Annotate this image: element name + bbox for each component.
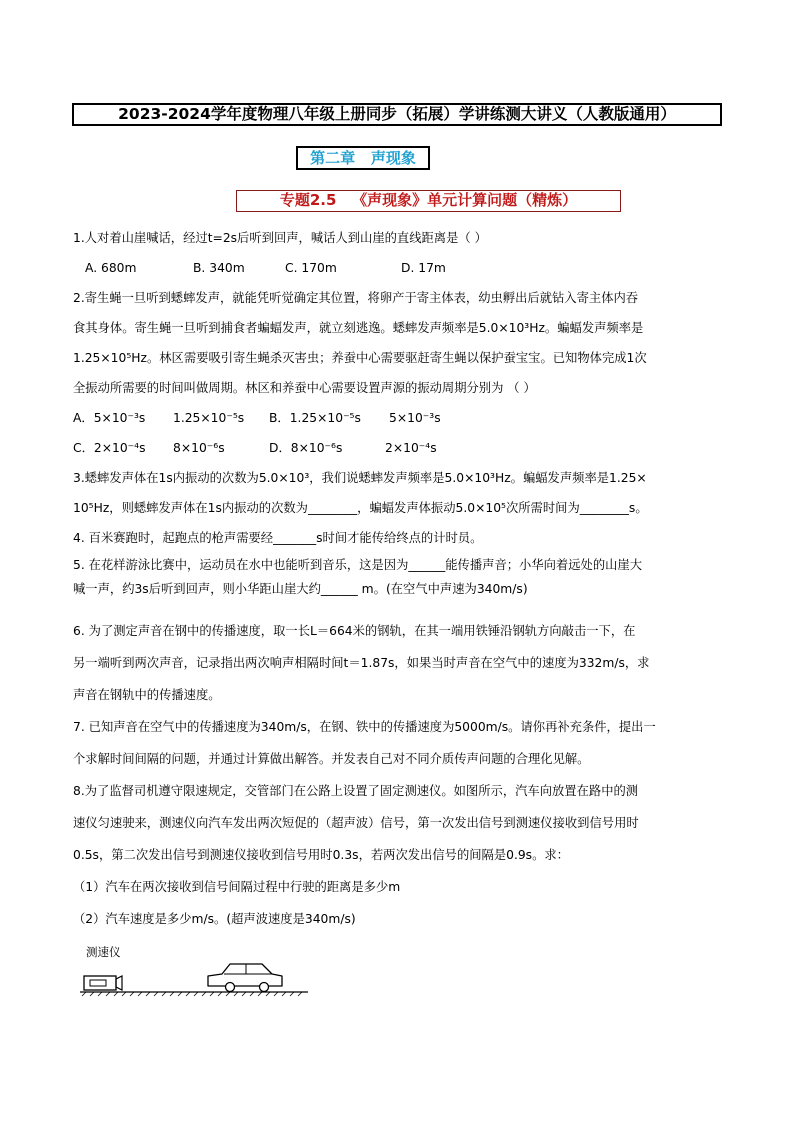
- question-8-line: 8.为了监督司机遵守限速规定，交管部门在公路上设置了固定测速仪。如图所示，汽车向放置在路中的测: [73, 784, 639, 798]
- speed-detector-label: 测速仪: [86, 945, 121, 959]
- question-6-line: 6. 为了测定声音在钢中的传播速度，取一长L＝664米的钢轨，在其一端用铁锤沿钢轨方向敲击一下，在: [73, 624, 636, 638]
- question-8-line: 0.5s，第二次发出信号到测速仪接收到信号用时0.3s，若两次发出信号的间隔是0.9s。求：: [73, 848, 569, 862]
- speed-detector-scene: [76, 940, 316, 1002]
- q1-option-a: A. 680m: [85, 261, 137, 275]
- q1-option-c: C. 170m: [285, 261, 337, 275]
- question-4-line: 4. 百米赛跑时，起跑点的枪声需要经_______s时间才能传给终点的计时员。: [73, 531, 483, 545]
- q2-option-a-second: 1.25×10⁻⁵s: [173, 411, 245, 425]
- question-8-sub-1: （1）汽车在两次接收到信号间隔过程中行驶的距离是多少m: [73, 880, 401, 894]
- q2-option-a: A．5×10⁻³s: [73, 411, 146, 425]
- q2-option-b-second: 5×10⁻³s: [389, 411, 441, 425]
- question-2-line: 1.25×10⁵Hz。林区需要吸引寄生蝇杀灭害虫；养蚕中心需要驱赶寄生蝇以保护蚕宝宝。已知物体完成1次: [73, 351, 647, 365]
- speed-detector-device-icon: [84, 976, 122, 990]
- questions-section: [73, 223, 733, 935]
- question-2-line: 全振动所需要的时间叫做周期。林区和养蚕中心需要设置声源的振动周期分别为 （ ）: [73, 381, 536, 395]
- document-header-title: 2023-2024学年度物理八年级上册同步（拓展）学讲练测大讲义（人教版通用）: [72, 103, 722, 126]
- question-8-sub-2: （2）汽车速度是多少m/s。(超声波速度是340m/s): [73, 912, 356, 926]
- topic-title: 专题2.5 《声现象》单元计算问题（精炼）: [236, 190, 621, 212]
- q1-option-b: B. 340m: [193, 261, 245, 275]
- question-1-stem: 1.人对着山崖喊话，经过t=2s后听到回声，喊话人到山崖的直线距离是（ ）: [73, 231, 487, 245]
- speed-detector-diagram: [76, 940, 316, 1002]
- question-7-line: 7. 已知声音在空气中的传播速度为340m/s，在钢、铁中的传播速度为5000m/s。请你再补充条件，提出一: [73, 720, 656, 734]
- question-1-options: [73, 253, 733, 283]
- q2-option-d: D．8×10⁻⁶s: [269, 441, 343, 455]
- q2-option-c: C．2×10⁻⁴s: [73, 441, 146, 455]
- question-2-options-row-2: [73, 433, 733, 463]
- q2-option-c-second: 8×10⁻⁶s: [173, 441, 225, 455]
- car-icon: [208, 964, 282, 992]
- chapter-title: 第二章 声现象: [296, 146, 430, 170]
- q1-option-d: D. 17m: [401, 261, 446, 275]
- q2-option-d-second: 2×10⁻⁴s: [385, 441, 437, 455]
- q2-option-b: B．1.25×10⁻⁵s: [269, 411, 361, 425]
- question-6-line: 另一端听到两次声音，记录指出两次响声相隔时间t＝1.87s，如果当时声音在空气中的速度为332m/s，求: [73, 656, 650, 670]
- question-5-line: 喊一声，约3s后听到回声，则小华距山崖大约______ m。(在空气中声速为340m/s): [73, 582, 528, 596]
- question-3-line: 10⁵Hz，则蟋蟀发声体在1s内振动的次数为________，蝙蝠发声体振动5.0×10⁵次所需时间为________s。: [73, 501, 648, 515]
- question-6-line: 声音在钢轨中的传播速度。: [73, 688, 221, 702]
- question-8-line: 速仪匀速驶来，测速仪向汽车发出两次短促的（超声波）信号，第一次发出信号到测速仪接收到信号用时: [73, 816, 639, 830]
- road-ground-icon: [80, 992, 308, 996]
- question-3-line: 3.蟋蟀发声体在1s内振动的次数为5.0×10³，我们说蟋蟀发声频率是5.0×10³Hz。蝙蝠发声频率是1.25×: [73, 471, 647, 485]
- question-7-line: 个求解时间间隔的问题，并通过计算做出解答。并发表自己对不同介质传声问题的合理化见解。: [73, 752, 590, 766]
- question-2-line: 食其身体。寄生蝇一旦听到捕食者蝙蝠发声，就立刻逃逸。蟋蟀发声频率是5.0×10³Hz。蝙蝠发声频率是: [73, 321, 644, 335]
- question-2-line: 2.寄生蝇一旦听到蟋蟀发声，就能凭听觉确定其位置，将卵产于寄主体表，幼虫孵出后就钻入寄主体内吞: [73, 291, 639, 305]
- question-5-line: 5. 在花样游泳比赛中，运动员在水中也能听到音乐，这是因为______能传播声音；小华向着远处的山崖大: [73, 558, 643, 572]
- question-2-options-row-1: [73, 403, 733, 433]
